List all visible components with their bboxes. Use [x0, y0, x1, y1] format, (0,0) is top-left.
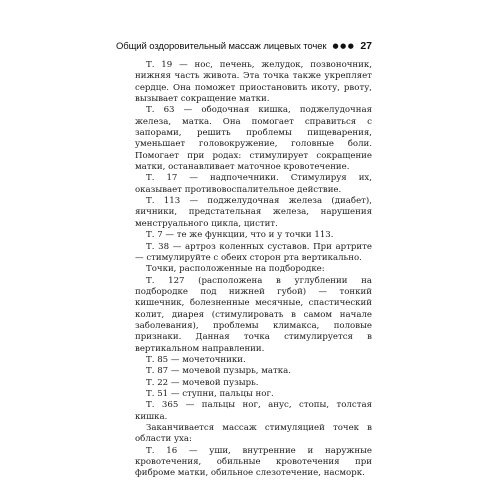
- running-head: [116, 39, 372, 53]
- paragraph-point-7: Т. 7 — те же функции, что и у точки 113.: [146, 230, 334, 241]
- paragraph-point-51: Т. 51 — ступни, пальцы ног.: [146, 388, 274, 399]
- paragraph-point-365: Т. 365 — пальцы ног, анус, стопы, толстая кишка.: [135, 400, 372, 422]
- page-number: 27: [360, 40, 372, 52]
- paragraph-point-22: Т. 22 — мочевой пузырь.: [146, 377, 259, 388]
- paragraph-point-17: Т. 17 — надпочечники. Стимулируя их, оказывает противовоспалительное действие.: [135, 173, 372, 195]
- paragraph-point-19: Т. 19 — нос, печень, желудок, позвоночник, нижняя часть живота. Эта точка также укрепляет сердце. Она поможет приостановить икоту, рвоту, вызывает сокращение матки.: [135, 60, 372, 105]
- paragraph-point-16: Т. 16 — уши, внутренние и наружные кровотечения, обильные кровотечения при фиброме матки, обильное слезотечение, насморк.: [135, 445, 372, 479]
- paragraph-point-113: Т. 113 — поджелудочная железа (диабет), яичники, предстательная железа, нарушения менструального цикла, цистит.: [135, 196, 372, 229]
- running-head-title: Общий оздоровительный массаж лицевых точек: [115, 40, 327, 52]
- paragraph-chin-intro: Точки, расположенные на подбородке:: [146, 264, 325, 275]
- running-head-dots: ●●●: [332, 42, 356, 50]
- paragraph-point-85: Т. 85 — мочеточники.: [146, 354, 246, 365]
- paragraph-point-38: Т. 38 — артроз коленных суставов. При артрите — стимулируйте с обеих сторон рта вертикально.: [135, 241, 372, 263]
- body-text: [135, 60, 372, 480]
- paragraph-point-87: Т. 87 — мочевой пузырь, матка.: [146, 366, 292, 377]
- paragraph-point-63: Т. 63 — ободочная кишка, поджелудочная железа, матка. Она помогает справиться с запорами, решить проблемы пищеварения, уменьшает головокружение, головные боли. Помогает при родах: стимулирует сокращение матки, останавливает маточное кровотечение.: [135, 105, 372, 173]
- paragraph-ear-intro: Заканчивается массаж стимуляцией точек в области уха:: [135, 423, 372, 445]
- paragraph-point-127: Т. 127 (расположена в углублении на подбородке под нижней губой) — тонкий кишечник, болезненные месячные, спастический колит, диарея (стимулировать в самом начале заболевания), проблемы климакса, половые признаки. Данная точка стимулируется в вертикальном направлении.: [135, 275, 372, 354]
